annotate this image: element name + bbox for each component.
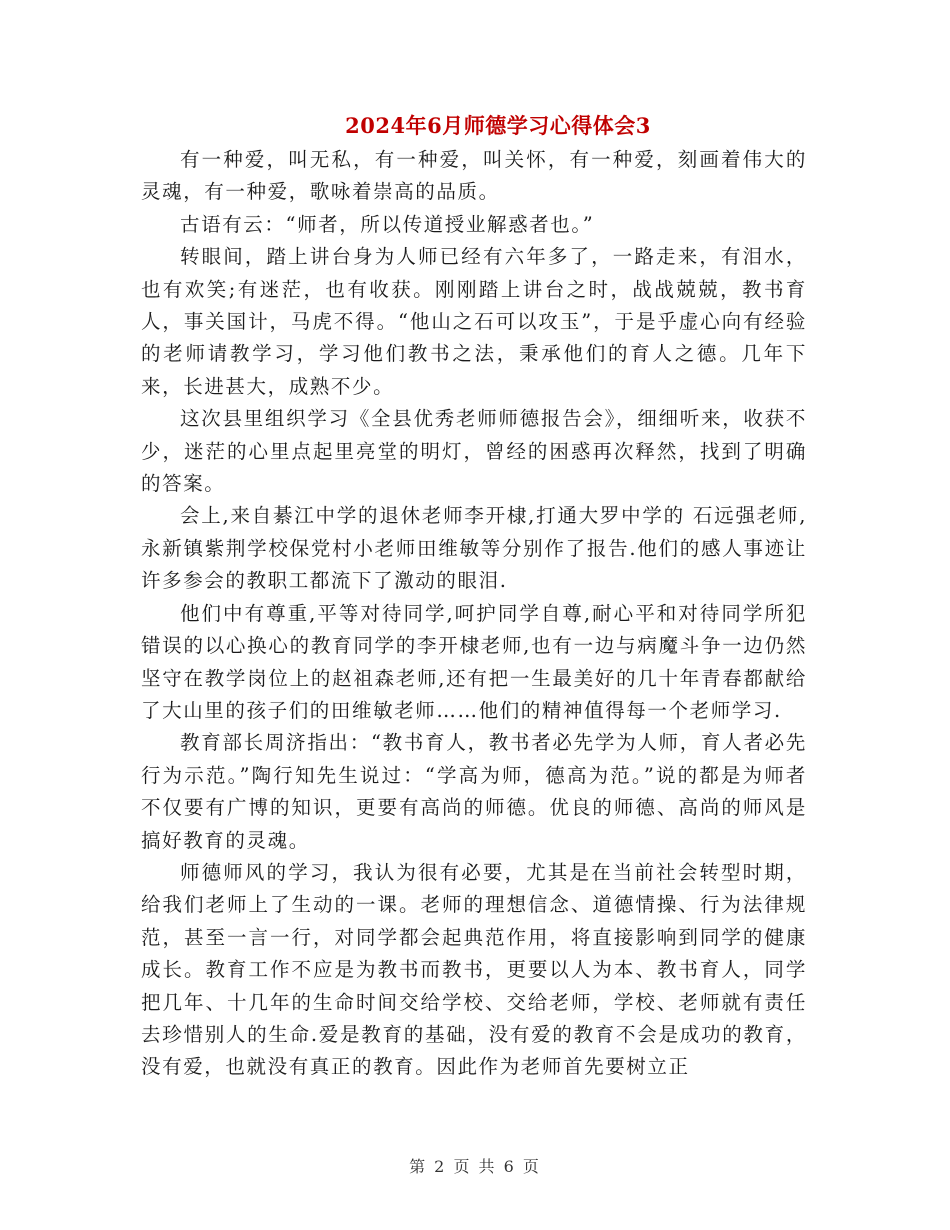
paragraph: 师德师风的学习，我认为很有必要，尤其是在当前社会转型时期，给我们老师上了生动的一课。老师的理想信念、道德情操、行为法律规范，甚至一言一行，对同学都会起典范作用，将直接影响到同学的健康成长。教育工作不应是为教书而教书，更要以人为本、教书育人，同学把几年、十几年的生命时间交给学校、交给老师，学校、老师就有责任去珍惜别人的生命.爱是教育的基础，没有爱的教育不会是成功的教育，没有爱，也就没有真正的教育。因此作为老师首先要树立正 — [141, 860, 807, 1079]
page-number-footer: 第 2 页 共 6 页 — [409, 1157, 541, 1176]
document-title: 2024年6月师德学习心得体会3 — [345, 113, 651, 138]
paragraph: 转眼间，踏上讲台身为人师已经有六年多了，一路走来，有泪水，也有欢笑;有迷茫，也有收获。刚刚踏上讲台之时，战战兢兢，教书育人，事关国计，马虎不得。“他山之石可以攻玉”，于是乎虚心向有经验的老师请教学习，学习他们教书之法，秉承他们的育人之德。几年下来，长进甚大，成熟不少。 — [141, 245, 807, 398]
paragraph: 古语有云：“师者，所以传道授业解惑者也。” — [180, 212, 595, 236]
paragraph: 他们中有尊重,平等对待同学,呵护同学自尊,耐心平和对待同学所犯错误的以心换心的教育同学的李开棣老师,也有一边与病魔斗争一边仍然坚守在教学岗位上的赵祖森老师,还有把一生最美好的几十年青春都献给了大山里的孩子们的田维敏老师……他们的精神值得每一个老师学习. — [141, 601, 807, 722]
paragraph: 教育部长周济指出：“教书育人，教书者必先学为人师，育人者必先行为示范。”陶行知先生说过：“学高为师，德高为范。”说的都是为师者不仅要有广博的知识，更要有高尚的师德。优良的师德、高尚的师风是搞好教育的灵魂。 — [141, 731, 807, 852]
paragraph: 会上,来自綦江中学的退休老师李开棣,打通大罗中学的 石远强老师,永新镇紫荆学校保党村小老师田维敏等分别作了报告.他们的感人事迹让许多参会的教职工都流下了激动的眼泪. — [141, 504, 807, 593]
paragraph: 有一种爱，叫无私，有一种爱，叫关怀，有一种爱，刻画着伟大的灵魂，有一种爱，歌咏着崇高的品质。 — [141, 148, 807, 204]
document-body — [141, 144, 807, 1084]
paragraph: 这次县里组织学习《全县优秀老师师德报告会》，细细听来，收获不少，迷茫的心里点起里亮堂的明灯，曾经的困惑再次释然，找到了明确的答案。 — [141, 407, 807, 496]
